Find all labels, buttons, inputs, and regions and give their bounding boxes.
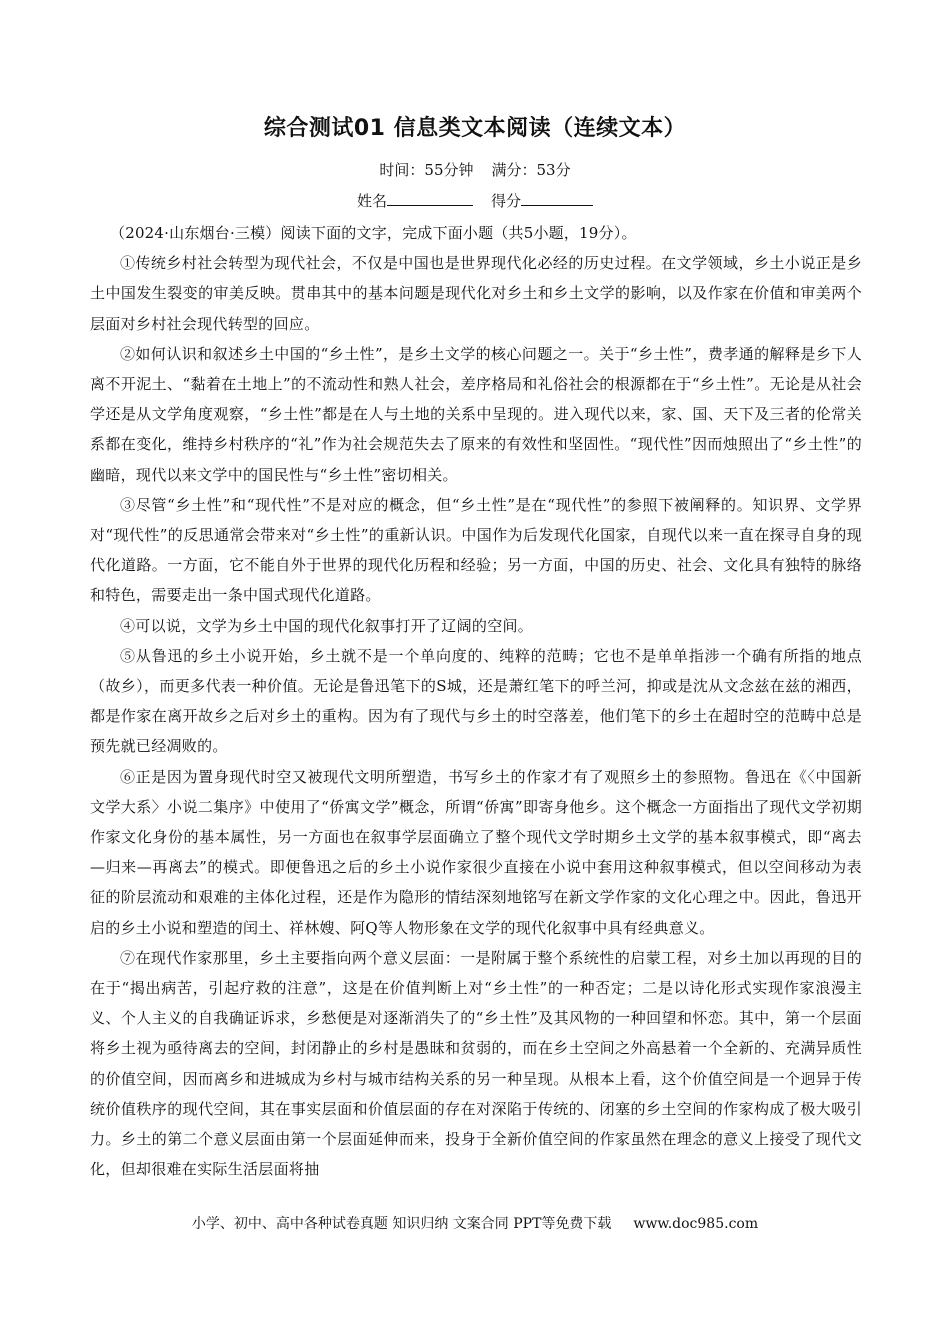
exam-meta-time-score [0, 158, 950, 182]
paragraph-3: ③尽管“乡土性”和“现代性”不是对应的概念，但“乡土性”是在“现代性”的参照下被阐释的。知识界、文学界对“现代性”的反思通常会带来对“乡土性”的重新认识。中国作为后发现代化国家，自现代以来一直在探寻自身的现代化道路。一方面，它不能自外于世界的现代化历程和经验；另一方面，中国的历史、社会、文化具有独特的脉络和特色，需要走出一条中国式现代化道路。 [90, 495, 862, 605]
paragraph-6: ⑥正是因为置身现代时空又被现代文明所塑造，书写乡土的作家才有了观照乡土的参照物。鲁迅在《〈中国新文学大系〉小说二集序》中使用了“侨寓文学”概念，所谓“侨寓”即寄身他乡。这个概念一方面指出了现代文学初期作家文化身份的基本属性，另一方面也在叙事学层面确立了整个现代文学时期乡土文学的基本叙事模式，即“离去—归来—再离去”的模式。即便鲁迅之后的乡土小说作家很少直接在小说中套用这种叙事模式，但以空间移动为表征的阶层流动和艰难的主体化过程，还是作为隐形的情结深刻地铭写在新文学作家的文化心理之中。因此，鲁迅开启的乡土小说和塑造的闰土、祥林嫂、阿Q等人物形象在文学的现代化叙事中具有经典意义。 [90, 767, 862, 937]
paragraph-4: ④可以说，文学为乡土中国的现代化叙事打开了辽阔的空间。 [120, 616, 534, 635]
got-label: 得分 [491, 192, 522, 210]
exam-meta-name-score [0, 189, 950, 213]
score-label: 满分：53分 [491, 161, 571, 179]
reading-content [90, 218, 862, 1185]
footer-site-link[interactable]: www.doc985.com [633, 1216, 759, 1232]
paragraph-7: ⑦在现代作家那里，乡土主要指向两个意义层面：一是附属于整个系统性的启蒙工程，对乡土加以再现的目的在于“揭出病苦，引起疗救的注意”，这是在价值判断上对“乡土性”的一种否定；二是以诗化形式实现作家浪漫主义、个人主义的自我确证诉求，乡愁便是对逐渐消失了的“乡土性”及其风物的一种回望和怀恋。其中，第一个层面将乡土视为亟待离去的空间，封闭静止的乡村是愚昧和贫弱的，而在乡土空间之外高悬着一个全新的、充满异质性的价值空间，因而离乡和进城成为乡村与城市结构关系的另一种呈现。从根本上看，这个价值空间是一个迥异于传统价值秩序的现代空间，其在事实层面和价值层面的存在对深陷于传统的、闭塞的乡土空间的作家构成了极大吸引力。乡土的第二个意义层面由第一个层面延伸而来，投身于全新价值空间的作家虽然在理念的意义上接受了现代文化，但却很难在实际生活层面将抽 [90, 948, 862, 1179]
name-blank [387, 189, 473, 206]
footer-text: 小学、初中、高中各种试卷真题 知识归纳 文案合同 PPT等免费下载 [191, 1216, 612, 1232]
time-label: 时间：55分钟 [379, 161, 474, 179]
page-footer [0, 1212, 950, 1236]
name-label: 姓名 [356, 192, 387, 210]
paragraph-2: ②如何认识和叙述乡土中国的“乡土性”，是乡土文学的核心问题之一。关于“乡土性”，费孝通的解释是乡下人离不开泥土、“黏着在土地上”的不流动性和熟人社会，差序格局和礼俗社会的根源都在于“乡土性”。无论是从社会学还是从文学角度观察，“乡土性”都是在人与土地的关系中呈现的。进入现代以来，家、国、天下及三者的伦常关系都在变化，维持乡村秩序的“礼”作为社会规范失去了原来的有效性和坚固性。“现代性”因而烛照出了“乡土性”的幽暗，现代以来文学中的国民性与“乡土性”密切相关。 [90, 344, 862, 484]
paragraph-1: ①传统乡村社会转型为现代社会，不仅是中国也是世界现代化必经的历史过程。在文学领域，乡土小说正是乡土中国发生裂变的审美反映。贯串其中的基本问题是现代化对乡土和乡土文学的影响，以及作家在价值和审美两个层面对乡村社会现代转型的回应。 [90, 254, 862, 333]
score-blank [521, 189, 593, 206]
document-title: 综合测试01 信息类文本阅读（连续文本） [263, 116, 687, 141]
question-intro: （2024·山东烟台·三模）阅读下面的文字，完成下面小题（共5小题，19分）。 [110, 224, 637, 242]
paragraph-5: ⑤从鲁迅的乡土小说开始，乡土就不是一个单向度的、纯粹的范畴；它也不是单单指涉一个确有所指的地点（故乡），而更多代表一种价值。无论是鲁迅笔下的S城，还是萧红笔下的呼兰河，抑或是沈从文念兹在兹的湘西，都是作家在离开故乡之后对乡土的重构。因为有了现代与乡土的时空落差，他们笔下的乡土在超时空的范畴中总是预先就已经凋败的。 [90, 646, 862, 756]
